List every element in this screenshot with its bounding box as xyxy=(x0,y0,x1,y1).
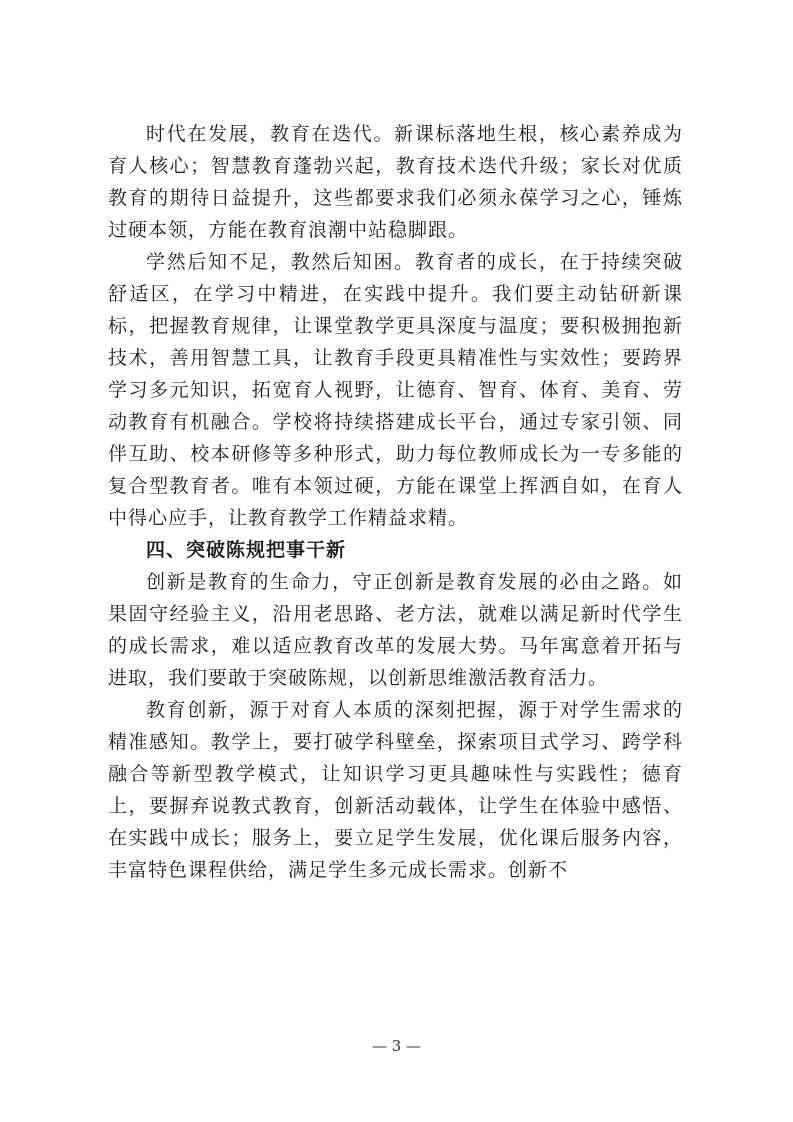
section-heading: 四、突破陈规把事干新 xyxy=(146,539,347,561)
paragraph-2: 学然后知不足，教然后知困。教育者的成长，在于持续突破舒适区，在学习中精进，在实践中提升。我们要主动钻研新课标，把握教育规律，让课堂教学更具深度与温度；要积极拥抱新技术，善用智慧工具，让教育手段更具精准性与实效性；要跨界学习多元知识，拓宽育人视野，让德育、智育、体育、美育、劳动教育有机融合。学校将持续搭建成长平台，通过专家引领、同伴互助、校本研修等多种形式，助力每位教师成长为一专多能的复合型教育者。唯有本领过硬，方能在课堂上挥洒自如，在育人中得心应手，让教育教学工作精益求精。 xyxy=(108,251,683,529)
paragraph-3: 创新是教育的生命力，守正创新是教育发展的必由之路。如果固守经验主义，沿用老思路、老方法，就难以满足新时代学生的成长需求，难以适应教育改革的发展大势。马年寓意着开拓与进取，我们要敢于突破陈规，以创新思维激活教育活力。 xyxy=(108,571,683,689)
page-number: — 3 — xyxy=(371,1037,422,1055)
paragraph-1: 时代在发展，教育在迭代。新课标落地生根，核心素养成为育人核心；智慧教育蓬勃兴起，教育技术迭代升级；家长对优质教育的期待日益提升，这些都要求我们必须永葆学习之心，锤炼过硬本领，方能在教育浪潮中站稳脚跟。 xyxy=(108,123,683,241)
paragraph-4: 教育创新，源于对育人本质的深刻把握，源于对学生需求的精准感知。教学上，要打破学科壁垒，探索项目式学习、跨学科融合等新型教学模式，让知识学习更具趣味性与实践性；德育上，要摒弃说教式教育，创新活动载体，让学生在体验中感悟、在实践中成长；服务上，要立足学生发展，优化课后服务内容，丰富特色课程供给，满足学生多元成长需求。创新不 xyxy=(108,699,683,881)
body-text xyxy=(108,118,683,886)
